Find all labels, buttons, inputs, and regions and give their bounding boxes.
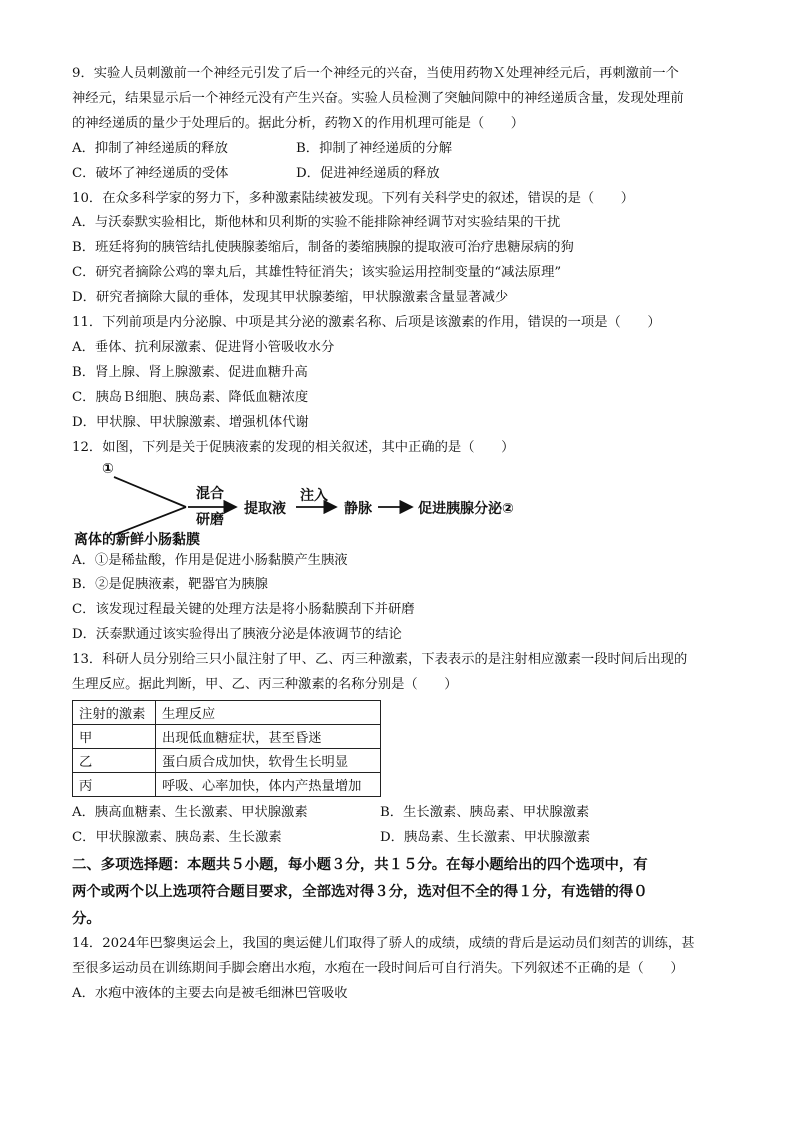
table-header-cell: 注射的激素 — [73, 700, 156, 724]
q13-option-d[interactable]: D．胰岛素、生长激素、甲状腺激素 — [380, 829, 591, 845]
question-12 — [72, 436, 724, 649]
q11-stem: 11．下列前项是内分泌腺、中项是其分泌的激素名称、后项是该激素的作用，错误的一项是（ ） — [72, 315, 661, 331]
q13-options-row — [72, 801, 724, 826]
q11-option-b[interactable]: B．肾上腺、肾上腺激素、促进血糖升高 — [72, 364, 308, 380]
diagram-mucosa-label: 离体的新鲜小肠黏膜 — [74, 531, 200, 548]
q13-option-c[interactable]: C．甲状腺激素、胰岛素、生长激素 — [72, 829, 282, 845]
q9-option-b[interactable]: B．抑制了神经递质的分解 — [296, 140, 453, 156]
q10-option-c[interactable]: C．研究者摘除公鸡的睾丸后，其雄性特征消失；该实验运用控制变量的“减法原理” — [72, 265, 562, 281]
table-row — [73, 772, 381, 796]
secretin-experiment-diagram — [72, 460, 542, 548]
q14-stem-line: 14．2024年巴黎奥运会上，我国的奥运健儿们取得了骄人的成绩，成绩的背后是运动员们刻苦的训练，甚 — [72, 935, 695, 951]
table-cell: 乙 — [73, 748, 156, 772]
question-14 — [72, 932, 724, 1007]
diagram-extract-label: 提取液 — [244, 500, 286, 517]
q11-option-d[interactable]: D．甲状腺、甲状腺激素、增强机体代谢 — [72, 414, 309, 430]
q9-stem-line: 神经元，结果显示后一个神经元没有产生兴奋。实验人员检测了突触间隙中的神经递质含量，发现处理前 — [72, 90, 684, 106]
table-cell: 蛋白质合成加快，软骨生长明显 — [156, 748, 381, 772]
q13-stem-line: 生理反应。据此判断，甲、乙、丙三种激素的名称分别是（ ） — [72, 677, 458, 693]
q12-option-d[interactable]: D．沃泰默通过该实验得出了胰液分泌是体液调节的结论 — [72, 627, 402, 643]
question-13 — [72, 648, 724, 851]
q13-stem-line: 13．科研人员分别给三只小鼠注射了甲、乙、丙三种激素，下表表示的是注射相应激素一段时间后出现的 — [72, 652, 688, 668]
diagram-vein-label: 静脉 — [344, 500, 372, 517]
q14-option-a[interactable]: A．水疱中液体的主要去向是被毛细淋巴管吸收 — [72, 985, 348, 1001]
table-header-row — [73, 700, 381, 724]
table-cell: 呼吸、心率加快，体内产热量增加 — [156, 772, 381, 796]
section-2-heading — [72, 851, 724, 932]
q9-options-row — [72, 137, 724, 162]
table-row — [73, 724, 381, 748]
diagram-inject-label: 注入 — [300, 487, 328, 504]
section-heading-line: 两个或两个以上选项符合题目要求，全部选对得３分，选对但不全的得１分，有选错的得０ — [72, 882, 648, 900]
diagram-grind-label: 研磨 — [196, 511, 224, 528]
q13-option-a[interactable]: A．胰高血糖素、生长激素、甲状腺激素 — [72, 804, 308, 820]
diagram-promote-label: 促进胰腺分泌② — [418, 500, 514, 517]
q13-option-b[interactable]: B．生长激素、胰岛素、甲状腺激素 — [380, 804, 590, 820]
q11-option-a[interactable]: A．垂体、抗利尿激素、促进肾小管吸收水分 — [72, 339, 335, 355]
question-11 — [72, 311, 724, 436]
table-cell: 出现低血糖症状，甚至昏迷 — [156, 724, 381, 748]
diagram-mix-label: 混合 — [196, 485, 224, 502]
q9-stem-line: 的神经递质的量少于处理后的。据此分析，药物Ｘ的作用机理可能是（ ） — [72, 115, 525, 131]
q12-option-c[interactable]: C．该发现过程最关键的处理方法是将小肠黏膜刮下并研磨 — [72, 602, 415, 618]
question-9 — [72, 62, 724, 187]
q10-option-b[interactable]: B．班廷将狗的胰管结扎使胰腺萎缩后，制备的萎缩胰腺的提取液可治疗患糖尿病的狗 — [72, 240, 574, 256]
diagram-circle-1: ① — [102, 460, 114, 477]
exam-page — [72, 62, 724, 1006]
q9-options-row — [72, 162, 724, 187]
q14-stem-line: 至很多运动员在训练期间手脚会磨出水疱，水疱在一段时间后可自行消失。下列叙述不正确的是（ ） — [72, 960, 684, 976]
q12-stem: 12．如图，下列是关于促胰液素的发现的相关叙述，其中正确的是（ ） — [72, 439, 515, 455]
q10-option-a[interactable]: A．与沃泰默实验相比，斯他林和贝利斯的实验不能排除神经调节对实验结果的干扰 — [72, 215, 561, 231]
q9-option-a[interactable]: A．抑制了神经递质的释放 — [72, 140, 228, 156]
q9-option-c[interactable]: C．破坏了神经递质的受体 — [72, 165, 229, 181]
q10-stem: 10．在众多科学家的努力下，多种激素陆续被发现。下列有关科学史的叙述，错误的是（ ） — [72, 190, 635, 206]
table-row — [73, 748, 381, 772]
question-10 — [72, 187, 724, 312]
table-cell: 丙 — [73, 772, 156, 796]
table-cell: 甲 — [73, 724, 156, 748]
branch-line-upper — [114, 477, 186, 507]
section-heading-line: 二、多项选择题：本题共５小题，每小题３分，共１５分。在每小题给出的四个选项中，有 — [72, 855, 648, 873]
table-header-cell: 生理反应 — [156, 700, 381, 724]
q9-stem-line: 9．实验人员刺激前一个神经元引发了后一个神经元的兴奋，当使用药物Ｘ处理神经元后，再刺激前一个 — [72, 66, 679, 81]
q11-option-c[interactable]: C．胰岛Ｂ细胞、胰岛素、降低血糖浓度 — [72, 389, 309, 405]
hormone-response-table — [72, 700, 381, 797]
q13-options-row — [72, 826, 724, 851]
q9-option-d[interactable]: D．促进神经递质的释放 — [296, 165, 440, 181]
q10-option-d[interactable]: D．研究者摘除大鼠的垂体，发现其甲状腺萎缩，甲状腺激素含量显著减少 — [72, 290, 509, 306]
q12-option-a[interactable]: A．①是稀盐酸，作用是促进小肠黏膜产生胰液 — [72, 552, 348, 568]
section-heading-line: 分。 — [72, 909, 101, 927]
q12-option-b[interactable]: B．②是促胰液素，靶器官为胰腺 — [72, 577, 268, 593]
